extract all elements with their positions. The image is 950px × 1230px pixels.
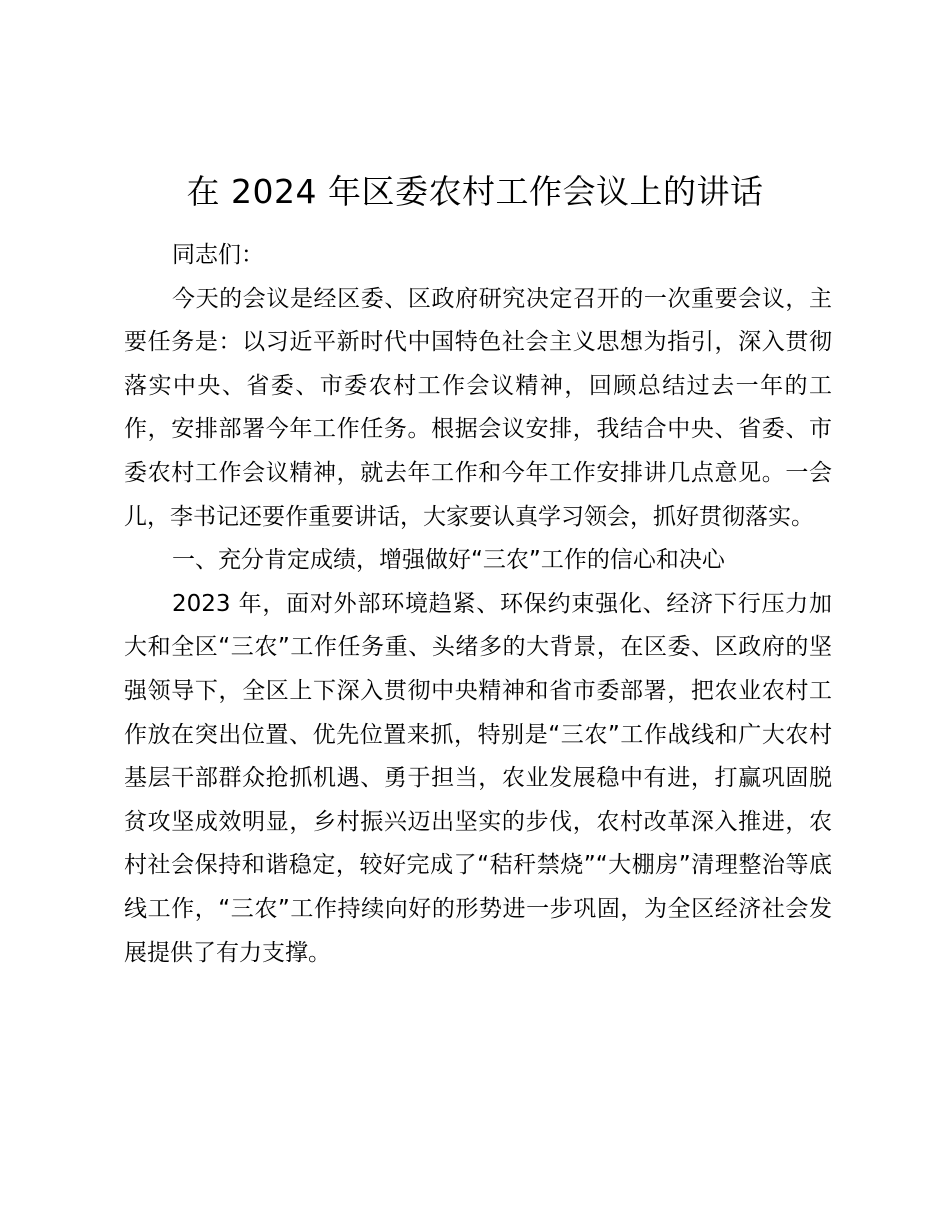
salutation: 同志们：	[172, 242, 264, 268]
document-body	[124, 234, 832, 975]
document-title: 在 2024 年区委农村工作会议上的讲话	[186, 172, 764, 211]
paragraph-intro: 今天的会议是经区委、区政府研究决定召开的一次重要会议，主要任务是：以习近平新时代中国特色社会主义思想为指引，深入贯彻落实中央、省委、市委农村工作会议精神，回顾总结过去一年的工作，安排部署今年工作任务。根据会议安排，我结合中央、省委、市委农村工作会议精神，就去年工作和今年工作安排讲几点意见。一会儿，李书记还要作重要讲话，大家要认真学习领会，抓好贯彻落实。	[124, 285, 832, 530]
section-heading-1: 一、充分肯定成绩，增强做好“三农”工作的信心和决心	[172, 547, 725, 574]
paragraph-achievements: 2023 年，面对外部环境趋紧、环保约束强化、经济下行压力加大和全区“三农”工作任务重、头绪多的大背景，在区委、区政府的坚强领导下，全区上下深入贯彻中央精神和省市委部署，把农业农村工作放在突出位置、优先位置来抓，特别是“三农”工作战线和广大农村基层干部群众抢抓机遇、勇于担当，农业发展稳中有进，打赢巩固脱贫攻坚成效明显，乡村振兴迈出坚实的步伐，农村改革深入推进，农村社会保持和谐稳定，较好完成了“秸秆禁烧”“大棚房”清理整治等底线工作，“三农”工作持续向好的形势进一步巩固，为全区经济社会发展提供了有力支撑。	[124, 590, 832, 966]
